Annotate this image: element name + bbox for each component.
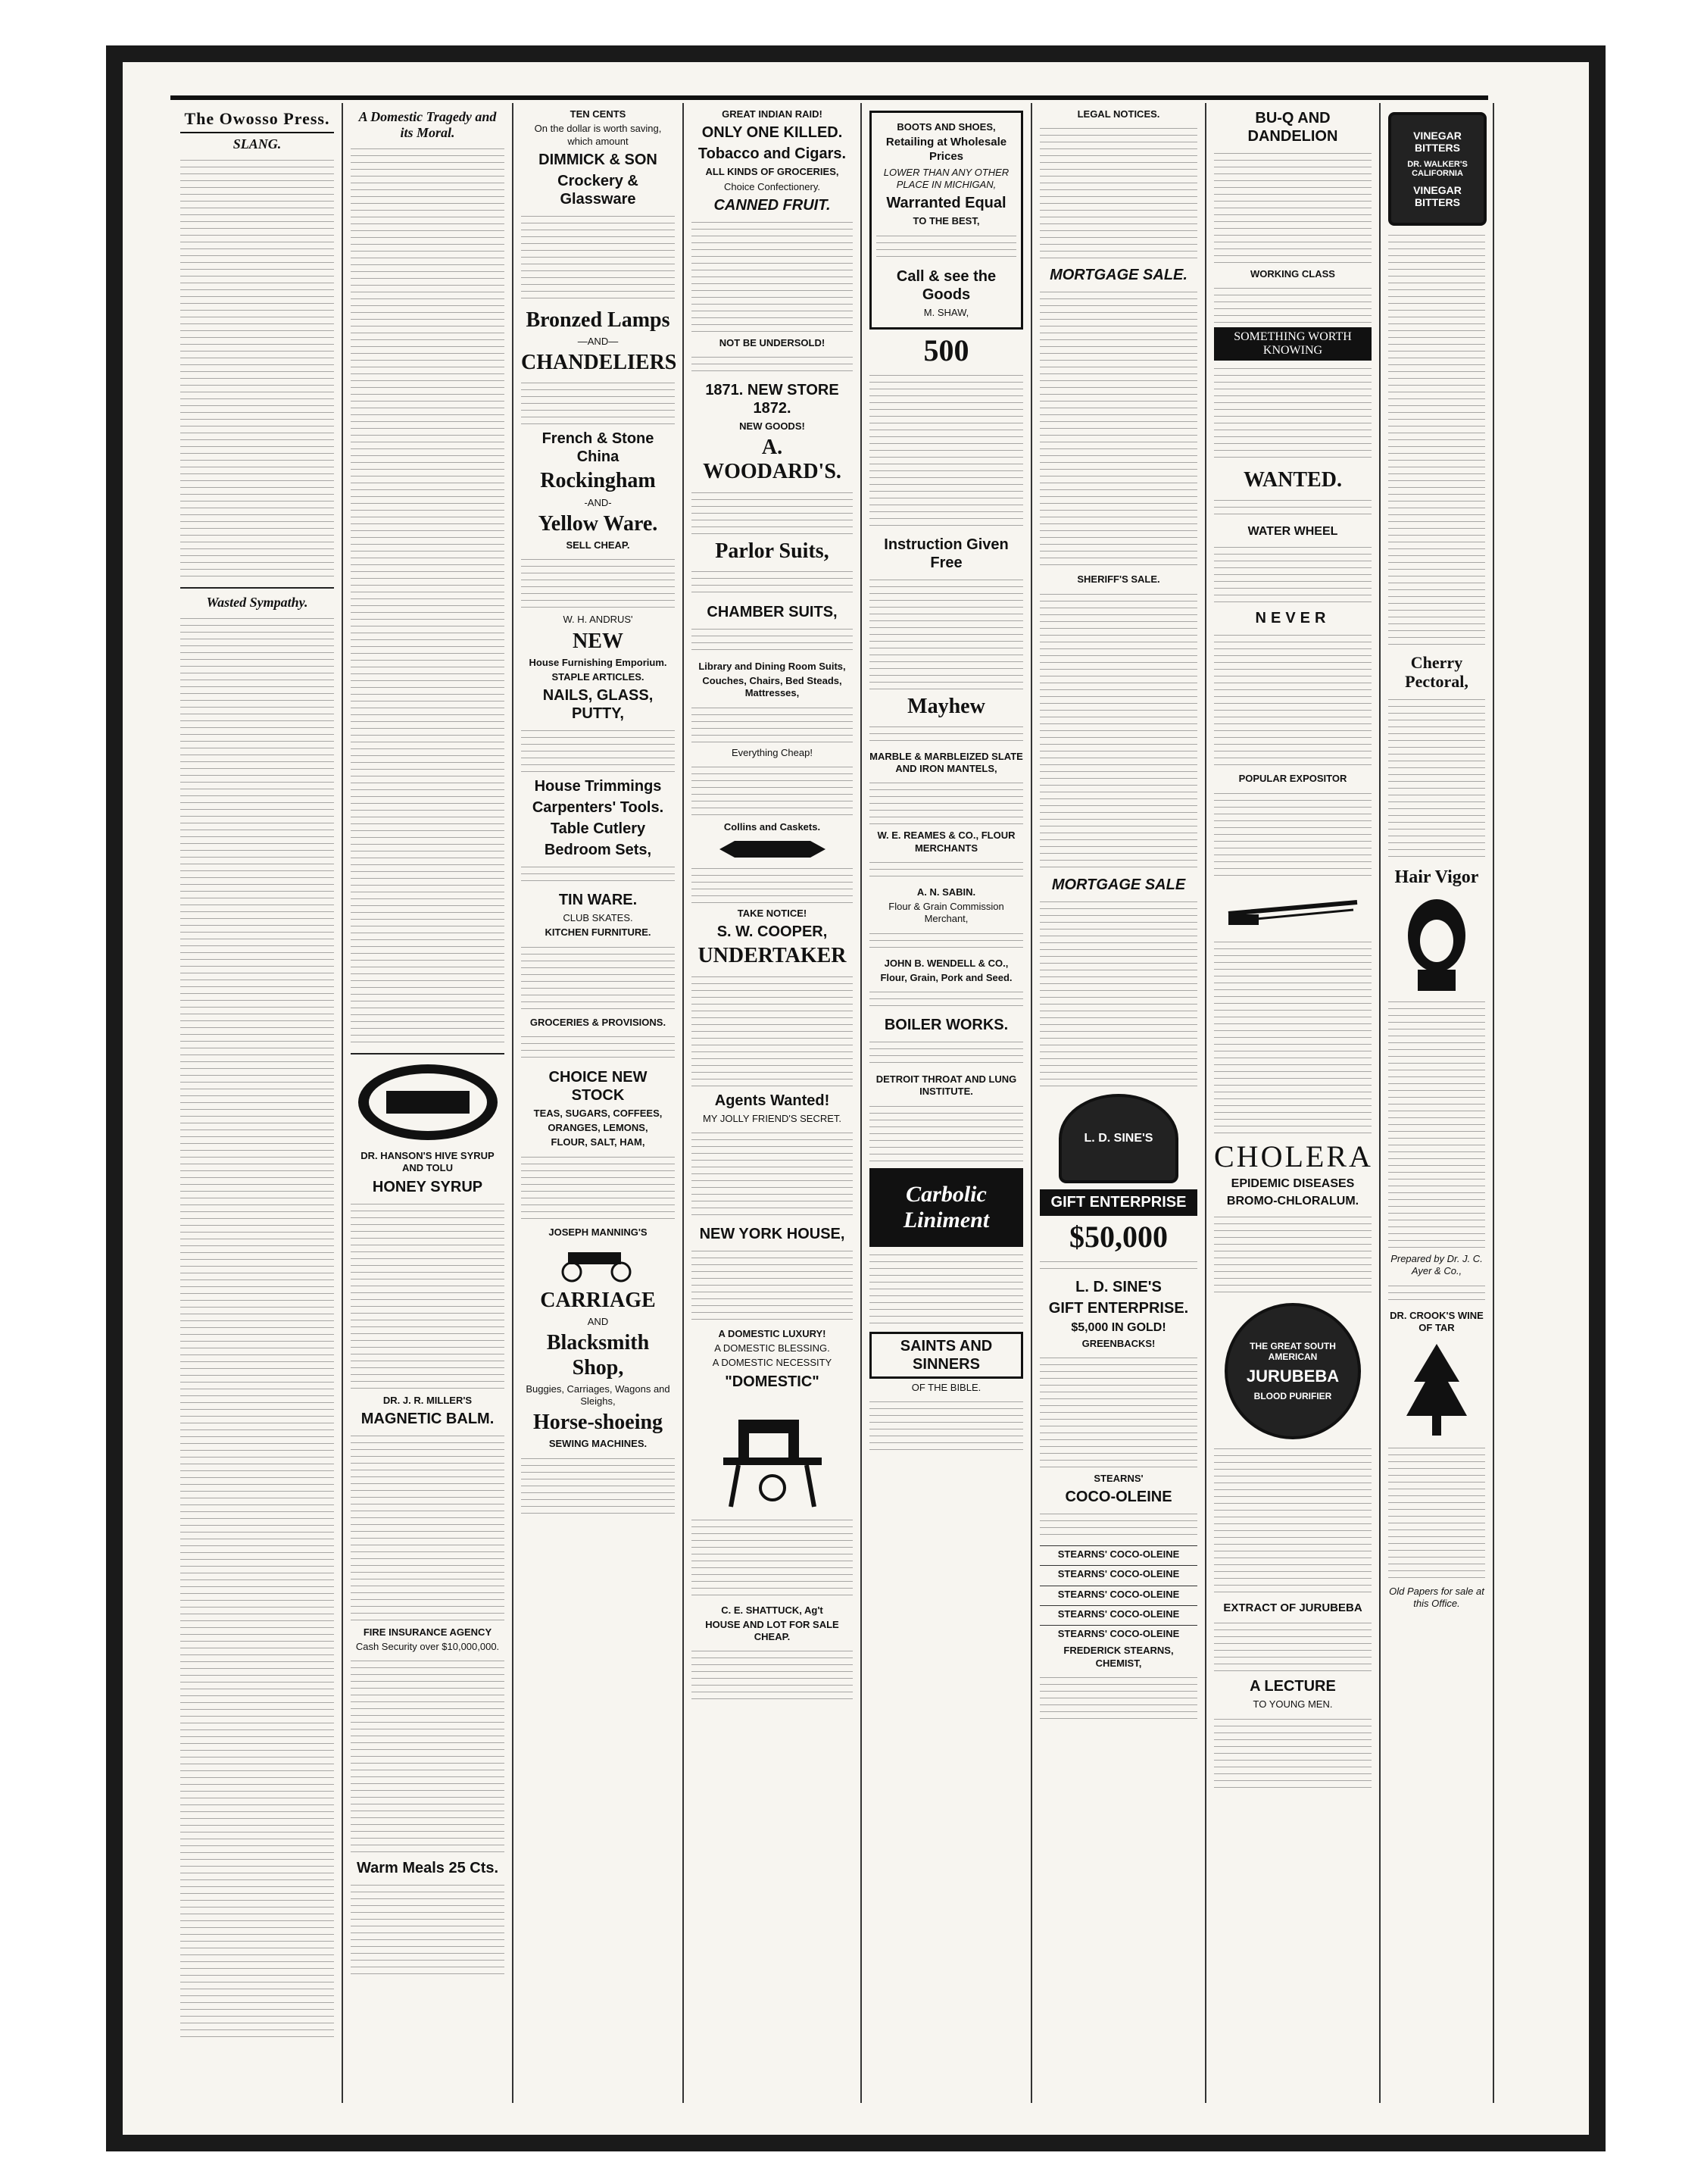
staple-articles: STAPLE ARTICLES. bbox=[551, 670, 644, 683]
instruction-text bbox=[869, 576, 1023, 690]
fire-insurance: FIRE INSURANCE AGENCY bbox=[363, 1626, 492, 1638]
syrup-text bbox=[351, 1201, 504, 1390]
canned-fruit: CANNED FRUIT. bbox=[713, 196, 831, 214]
oleine-row: STEARNS' COCO-OLEINE bbox=[1040, 1625, 1197, 1642]
wine-of-tar: DR. CROOK'S WINE OF TAR bbox=[1390, 1309, 1484, 1333]
cheap-text bbox=[521, 556, 675, 609]
domestic-label: "DOMESTIC" bbox=[725, 1373, 819, 1390]
dimmick-son: DIMMICK & SON bbox=[538, 151, 657, 168]
crockery: Crockery & Glassware bbox=[557, 172, 638, 208]
liniment-text bbox=[869, 1251, 1023, 1327]
only-one-killed: ONLY ONE KILLED. bbox=[701, 124, 843, 142]
crockery-text bbox=[521, 213, 675, 304]
popular-expositor: POPULAR EXPOSITOR bbox=[1238, 773, 1347, 785]
great-south-american: THE GREAT SOUTH AMERICAN bbox=[1250, 1340, 1336, 1362]
chamber-suits: CHAMBER SUITS, bbox=[707, 603, 838, 620]
ten-cents: TEN CENTS bbox=[570, 108, 626, 120]
bitters-text bbox=[1388, 232, 1485, 648]
column-8 bbox=[1381, 103, 1494, 2103]
wendell-text bbox=[869, 989, 1023, 1011]
boots-ad bbox=[869, 111, 1023, 330]
oleine-row: STEARNS' COCO-OLEINE bbox=[1040, 1605, 1197, 1623]
hair-vigor-portrait bbox=[1395, 894, 1478, 992]
club-skates: CLUB SKATES. bbox=[563, 912, 633, 924]
choice-new-stock: CHOICE NEW STOCK bbox=[548, 1068, 648, 1104]
divider bbox=[180, 587, 334, 589]
extract-jurubeba: EXTRACT OF JURUBEBA bbox=[1223, 1601, 1362, 1614]
chandelier-text bbox=[521, 380, 675, 425]
extract-text bbox=[1214, 1620, 1372, 1673]
flour-merchants: W. E. REAMES & CO., FLOUR MERCHANTS bbox=[877, 830, 1016, 854]
woodard-text bbox=[691, 489, 853, 535]
column-2 bbox=[343, 103, 513, 2103]
oleine-row: STEARNS' COCO-OLEINE bbox=[1040, 1565, 1197, 1583]
cash-security: Cash Security over $10,000,000. bbox=[355, 1641, 500, 1652]
nails-text bbox=[521, 727, 675, 773]
mortgage2-text bbox=[1040, 898, 1197, 1088]
bible-text bbox=[869, 1398, 1023, 1451]
take-notice: TAKE NOTICE! bbox=[737, 908, 807, 920]
undertaker-text bbox=[691, 973, 853, 1087]
mortgage-sale: MORTGAGE SALE. bbox=[1050, 267, 1187, 284]
wheel-text bbox=[1214, 544, 1372, 605]
gold-prize: $5,000 IN GOLD! bbox=[1071, 1320, 1166, 1334]
carbolic-liniment: Carbolic Liniment bbox=[869, 1168, 1023, 1247]
honey-syrup: HONEY SYRUP bbox=[372, 1178, 483, 1195]
rockingham: Rockingham bbox=[540, 469, 656, 493]
throat-lung-institute: DETROIT THROAT AND LUNG INSTITUTE. bbox=[875, 1073, 1017, 1098]
oleine-row: STEARNS' COCO-OLEINE bbox=[1040, 1586, 1197, 1603]
column-3 bbox=[513, 103, 684, 2103]
meals-text bbox=[351, 1882, 504, 1980]
greenbacks: GREENBACKS! bbox=[1081, 1337, 1156, 1349]
emporium: House Furnishing Emporium. bbox=[529, 656, 667, 668]
article-title: A Domestic Tragedy and its Moral. bbox=[358, 109, 497, 140]
house-trimmings: House Trimmings bbox=[534, 778, 662, 795]
wendell: JOHN B. WENDELL & CO., bbox=[884, 957, 1009, 969]
and-label: AND bbox=[587, 1316, 609, 1328]
teas-sugars: TEAS, SUGARS, COFFEES, bbox=[533, 1107, 663, 1119]
ayer-text bbox=[1388, 1283, 1485, 1305]
new-store-year: 1871. NEW STORE 1872. bbox=[705, 382, 839, 417]
article-text bbox=[180, 615, 334, 2039]
and-divider: —AND— bbox=[577, 335, 619, 347]
table-cutlery: Table Cutlery bbox=[550, 820, 646, 838]
mortgage-text bbox=[1040, 289, 1197, 569]
couches-chairs: Couches, Chairs, Bed Steads, Mattresses, bbox=[702, 675, 842, 699]
prize-amount: $50,000 bbox=[1069, 1219, 1168, 1254]
tin-ware: TIN WARE. bbox=[558, 892, 638, 909]
sabin: A. N. SABIN. bbox=[916, 886, 976, 898]
produce-text bbox=[521, 1154, 675, 1222]
agents-text bbox=[691, 1129, 853, 1220]
hive-syrup-title: DR. HANSON'S HIVE SYRUP AND TOLU bbox=[360, 1150, 495, 1174]
manning: JOSEPH MANNING'S bbox=[548, 1226, 648, 1238]
wanted: WANTED. bbox=[1244, 468, 1342, 492]
boots-shoes: BOOTS AND SHOES, bbox=[897, 121, 996, 133]
blood-purifier: BLOOD PURIFIER bbox=[1253, 1390, 1332, 1401]
five-hundred-text bbox=[869, 372, 1023, 531]
domestic-text bbox=[691, 1517, 853, 1600]
mayhew: Mayhew bbox=[907, 694, 985, 718]
cherry-pectoral: Cherry Pectoral, bbox=[1405, 653, 1468, 692]
vinegar-bitters-2: VINEGAR BITTERS bbox=[1413, 184, 1462, 208]
masthead-rule bbox=[170, 95, 1488, 100]
shaw: M. SHAW, bbox=[923, 306, 969, 318]
mayhew-text bbox=[869, 723, 1023, 746]
house-text bbox=[691, 1248, 853, 1323]
pectoral-text bbox=[1388, 696, 1485, 863]
sine-name-2: L. D. SINE'S bbox=[1075, 1278, 1162, 1295]
to-young-men: TO YOUNG MEN. bbox=[1253, 1698, 1333, 1711]
tar-text bbox=[1388, 1445, 1485, 1581]
something-worth-knowing: SOMETHING WORTH KNOWING bbox=[1214, 327, 1372, 361]
mortgage-sale-2: MORTGAGE SALE bbox=[1051, 876, 1186, 893]
buchu-text bbox=[1214, 150, 1372, 264]
shattuck: C. E. SHATTUCK, Ag't bbox=[721, 1604, 823, 1616]
cheap-text bbox=[691, 764, 853, 817]
woodards: A. WOODARD'S. bbox=[703, 436, 841, 484]
not-undersold: NOT BE UNDERSOLD! bbox=[719, 336, 825, 348]
magnetic-balm: MAGNETIC BALM. bbox=[360, 1410, 495, 1427]
column-6 bbox=[1032, 103, 1206, 2103]
warranted-equal: Warranted Equal bbox=[886, 195, 1006, 212]
masthead-title: The Owosso Press. bbox=[180, 109, 334, 133]
oleine-list bbox=[1040, 1545, 1197, 1642]
sine-name: L. D. SINE'S bbox=[1059, 1094, 1178, 1183]
sheriffs-sale: SHERIFF'S SALE. bbox=[1077, 573, 1160, 586]
tobacco-cigars: Tobacco and Cigars. bbox=[698, 145, 847, 163]
yellow-ware: Yellow Ware. bbox=[538, 511, 658, 536]
bedroom-text bbox=[521, 864, 675, 886]
coco-oleine: COCO-OLEINE bbox=[1065, 1489, 1172, 1505]
nails-glass: NAILS, GLASS, PUTTY, bbox=[542, 687, 654, 723]
carriage: CARRIAGE bbox=[540, 1288, 656, 1312]
parlor-suits: Parlor Suits, bbox=[715, 539, 829, 563]
indian-raid: GREAT INDIAN RAID! bbox=[722, 108, 822, 120]
article-title: Wasted Sympathy. bbox=[206, 595, 308, 610]
poem-text bbox=[180, 157, 334, 581]
column-5 bbox=[862, 103, 1032, 2103]
andrus: W. H. ANDRUS' bbox=[563, 614, 633, 626]
column-7 bbox=[1206, 103, 1381, 2103]
retailing: Retailing at Wholesale Prices bbox=[885, 136, 1007, 163]
parlor-text bbox=[691, 568, 853, 598]
library-suits: Library and Dining Room Suits, bbox=[698, 660, 846, 672]
house-lot: HOUSE AND LOT FOR SALE CHEAP. bbox=[705, 1618, 839, 1642]
everything-cheap: Everything Cheap! bbox=[732, 746, 813, 758]
and-divider-2: -AND- bbox=[584, 496, 612, 508]
kitchen-text bbox=[521, 944, 675, 1012]
chamber-text bbox=[691, 626, 853, 656]
gift-enterprise-2: GIFT ENTERPRISE. bbox=[1048, 1299, 1189, 1317]
kitchen-furniture: KITCHEN FURNITURE. bbox=[545, 926, 651, 939]
call-see-goods: Call & see the Goods bbox=[896, 267, 997, 303]
vinegar-bitters: VINEGAR BITTERS bbox=[1413, 130, 1462, 154]
pine-tree-icon bbox=[1403, 1340, 1471, 1439]
bromo-chloralum: BROMO-CHLORALUM. bbox=[1226, 1194, 1359, 1208]
warm-meals: Warm Meals 25 Cts. bbox=[356, 1860, 499, 1877]
a-lecture: A LECTURE bbox=[1250, 1678, 1336, 1695]
undersold-text bbox=[691, 354, 853, 376]
expositor-text bbox=[1214, 790, 1372, 881]
balm-maker: DR. J. R. MILLER'S bbox=[382, 1394, 473, 1406]
wanted-text bbox=[1214, 497, 1372, 520]
buchu-dandelion: BU-Q AND DANDELION bbox=[1247, 110, 1338, 145]
institute-text bbox=[869, 1103, 1023, 1164]
sell-cheap: SELL CHEAP. bbox=[566, 539, 630, 551]
bedroom-sets: Bedroom Sets, bbox=[544, 842, 652, 859]
marble-mantels: MARBLE & MARBLEIZED SLATE AND IRON MANTELS, bbox=[869, 750, 1023, 775]
never-text bbox=[1214, 632, 1372, 768]
lecture-text bbox=[1214, 1716, 1372, 1792]
gun-text bbox=[1214, 939, 1372, 1136]
saints-sinners: SAINTS AND SINNERS bbox=[869, 1332, 1023, 1379]
merchants-text bbox=[869, 859, 1023, 882]
article-text bbox=[351, 145, 504, 1047]
groceries-provisions: GROCERIES & PROVISIONS. bbox=[529, 1016, 666, 1028]
ayer-prepared: Prepared by Dr. J. C. Ayer & Co., bbox=[1390, 1253, 1483, 1277]
cholera: CHOLERA bbox=[1214, 1139, 1373, 1173]
carpenters-tools: Carpenters' Tools. bbox=[532, 799, 664, 817]
working-class: WORKING CLASS bbox=[1250, 268, 1335, 280]
stearns-chemist: FREDERICK STEARNS, CHEMIST, bbox=[1063, 1645, 1174, 1669]
new-goods: NEW GOODS! bbox=[739, 420, 805, 432]
new-york-house: NEW YORK HOUSE, bbox=[699, 1225, 845, 1242]
jolly-friend: MY JOLLY FRIEND'S SECRET. bbox=[702, 1112, 842, 1124]
marble-text bbox=[869, 780, 1023, 825]
stearns: STEARNS' bbox=[1094, 1472, 1144, 1484]
flour-salt: FLOUR, SALT, HAM, bbox=[551, 1136, 645, 1148]
jurubeba: JURUBEBA bbox=[1246, 1366, 1340, 1386]
casket-text bbox=[691, 865, 853, 903]
coffins-caskets: Collins and Caskets. bbox=[723, 820, 821, 833]
lower-than: LOWER THAN ANY OTHER PLACE IN MICHIGAN, bbox=[883, 166, 1010, 190]
column-4 bbox=[684, 103, 862, 2103]
sewing-text bbox=[521, 1455, 675, 1516]
lot-text bbox=[691, 1648, 853, 1701]
oleine-text bbox=[1040, 1511, 1197, 1541]
grocery-text bbox=[521, 1033, 675, 1064]
chandeliers: CHANDELIERS bbox=[521, 351, 677, 375]
french-china: French & Stone China bbox=[541, 430, 654, 466]
hive-syrup-logo bbox=[356, 1061, 500, 1144]
instruction-free: Instruction Given Free bbox=[884, 536, 1009, 571]
ten-cents-sub: On the dollar is worth saving, which amount bbox=[534, 123, 662, 147]
walker-california: DR. WALKER'S CALIFORNIA bbox=[1407, 160, 1468, 178]
raid-text bbox=[691, 219, 853, 333]
sewing-machine-illustration bbox=[708, 1397, 837, 1511]
boiler-text bbox=[869, 1039, 1023, 1069]
hair-vigor: Hair Vigor bbox=[1394, 867, 1479, 887]
insurance-list bbox=[351, 1658, 504, 1854]
boiler-works: BOILER WORKS. bbox=[884, 1017, 1009, 1034]
oranges-lemons: ORANGES, LEMONS, bbox=[548, 1122, 648, 1134]
gun-works-illustration bbox=[1225, 887, 1361, 933]
never: NEVER bbox=[1255, 610, 1331, 627]
water-wheel: WATER WHEEL bbox=[1247, 525, 1338, 539]
to-the-best: TO THE BEST, bbox=[913, 215, 980, 227]
prize-text bbox=[1040, 1258, 1197, 1273]
boots-text bbox=[876, 233, 1016, 263]
poem-title: SLANG. bbox=[233, 136, 282, 152]
jurubeba-seal bbox=[1225, 1303, 1361, 1439]
all-groceries: ALL KINDS OF GROCERIES, bbox=[705, 166, 839, 178]
vinegar-bitters-label bbox=[1388, 112, 1487, 226]
flour-grain-pork: Flour, Grain, Pork and Seed. bbox=[880, 971, 1013, 983]
gift-enterprise: GIFT ENTERPRISE bbox=[1040, 1189, 1197, 1216]
blacksmith-shop: Blacksmith Shop, bbox=[546, 1331, 650, 1379]
undertaker: UNDERTAKER bbox=[698, 944, 847, 968]
old-papers: Old Papers for sale at this Office. bbox=[1389, 1586, 1484, 1610]
jurubeba-text bbox=[1214, 1445, 1372, 1597]
sheriff-text bbox=[1040, 591, 1197, 871]
legal-text bbox=[1040, 125, 1197, 261]
sabin-text bbox=[869, 930, 1023, 953]
epidemic-diseases: EPIDEMIC DISEASES bbox=[1231, 1176, 1355, 1190]
domestic-necessity: A DOMESTIC NECESSITY bbox=[712, 1357, 832, 1369]
chemist-text bbox=[1040, 1674, 1197, 1720]
bronzed-lamps: Bronzed Lamps bbox=[526, 308, 670, 332]
commission-merchant: Flour & Grain Commission Merchant, bbox=[888, 901, 1004, 925]
balm-text bbox=[351, 1433, 504, 1622]
choice-confectionery: Choice Confectionery. bbox=[724, 180, 820, 192]
divider bbox=[351, 1053, 504, 1055]
cooper: S. W. COOPER, bbox=[716, 923, 828, 941]
oleine-row: STEARNS' COCO-OLEINE bbox=[1040, 1545, 1197, 1563]
couches-text bbox=[691, 705, 853, 742]
buggies: Buggies, Carriages, Wagons and Sleighs, bbox=[526, 1383, 670, 1407]
sewing-machines: SEWING MACHINES. bbox=[548, 1438, 648, 1450]
column-1 bbox=[173, 103, 343, 2103]
five-hundred: 500 bbox=[923, 333, 969, 367]
gift-text bbox=[1040, 1354, 1197, 1468]
new-heading: NEW bbox=[573, 629, 623, 653]
casket-icon bbox=[716, 839, 829, 859]
horse-shoeing: Horse-shoeing bbox=[532, 1411, 663, 1435]
legal-notices: LEGAL NOTICES. bbox=[1077, 108, 1160, 120]
carriage-icon bbox=[545, 1245, 651, 1283]
bible-label: OF THE BIBLE. bbox=[911, 1381, 982, 1393]
domestic-blessing: A DOMESTIC BLESSING. bbox=[714, 1342, 830, 1354]
hair-text bbox=[1388, 998, 1485, 1248]
domestic-luxury: A DOMESTIC LUXURY! bbox=[718, 1327, 826, 1339]
agents-wanted: Agents Wanted! bbox=[714, 1092, 830, 1109]
worth-text bbox=[1214, 365, 1372, 464]
bromo-text bbox=[1214, 1214, 1372, 1297]
working-text bbox=[1214, 285, 1372, 323]
